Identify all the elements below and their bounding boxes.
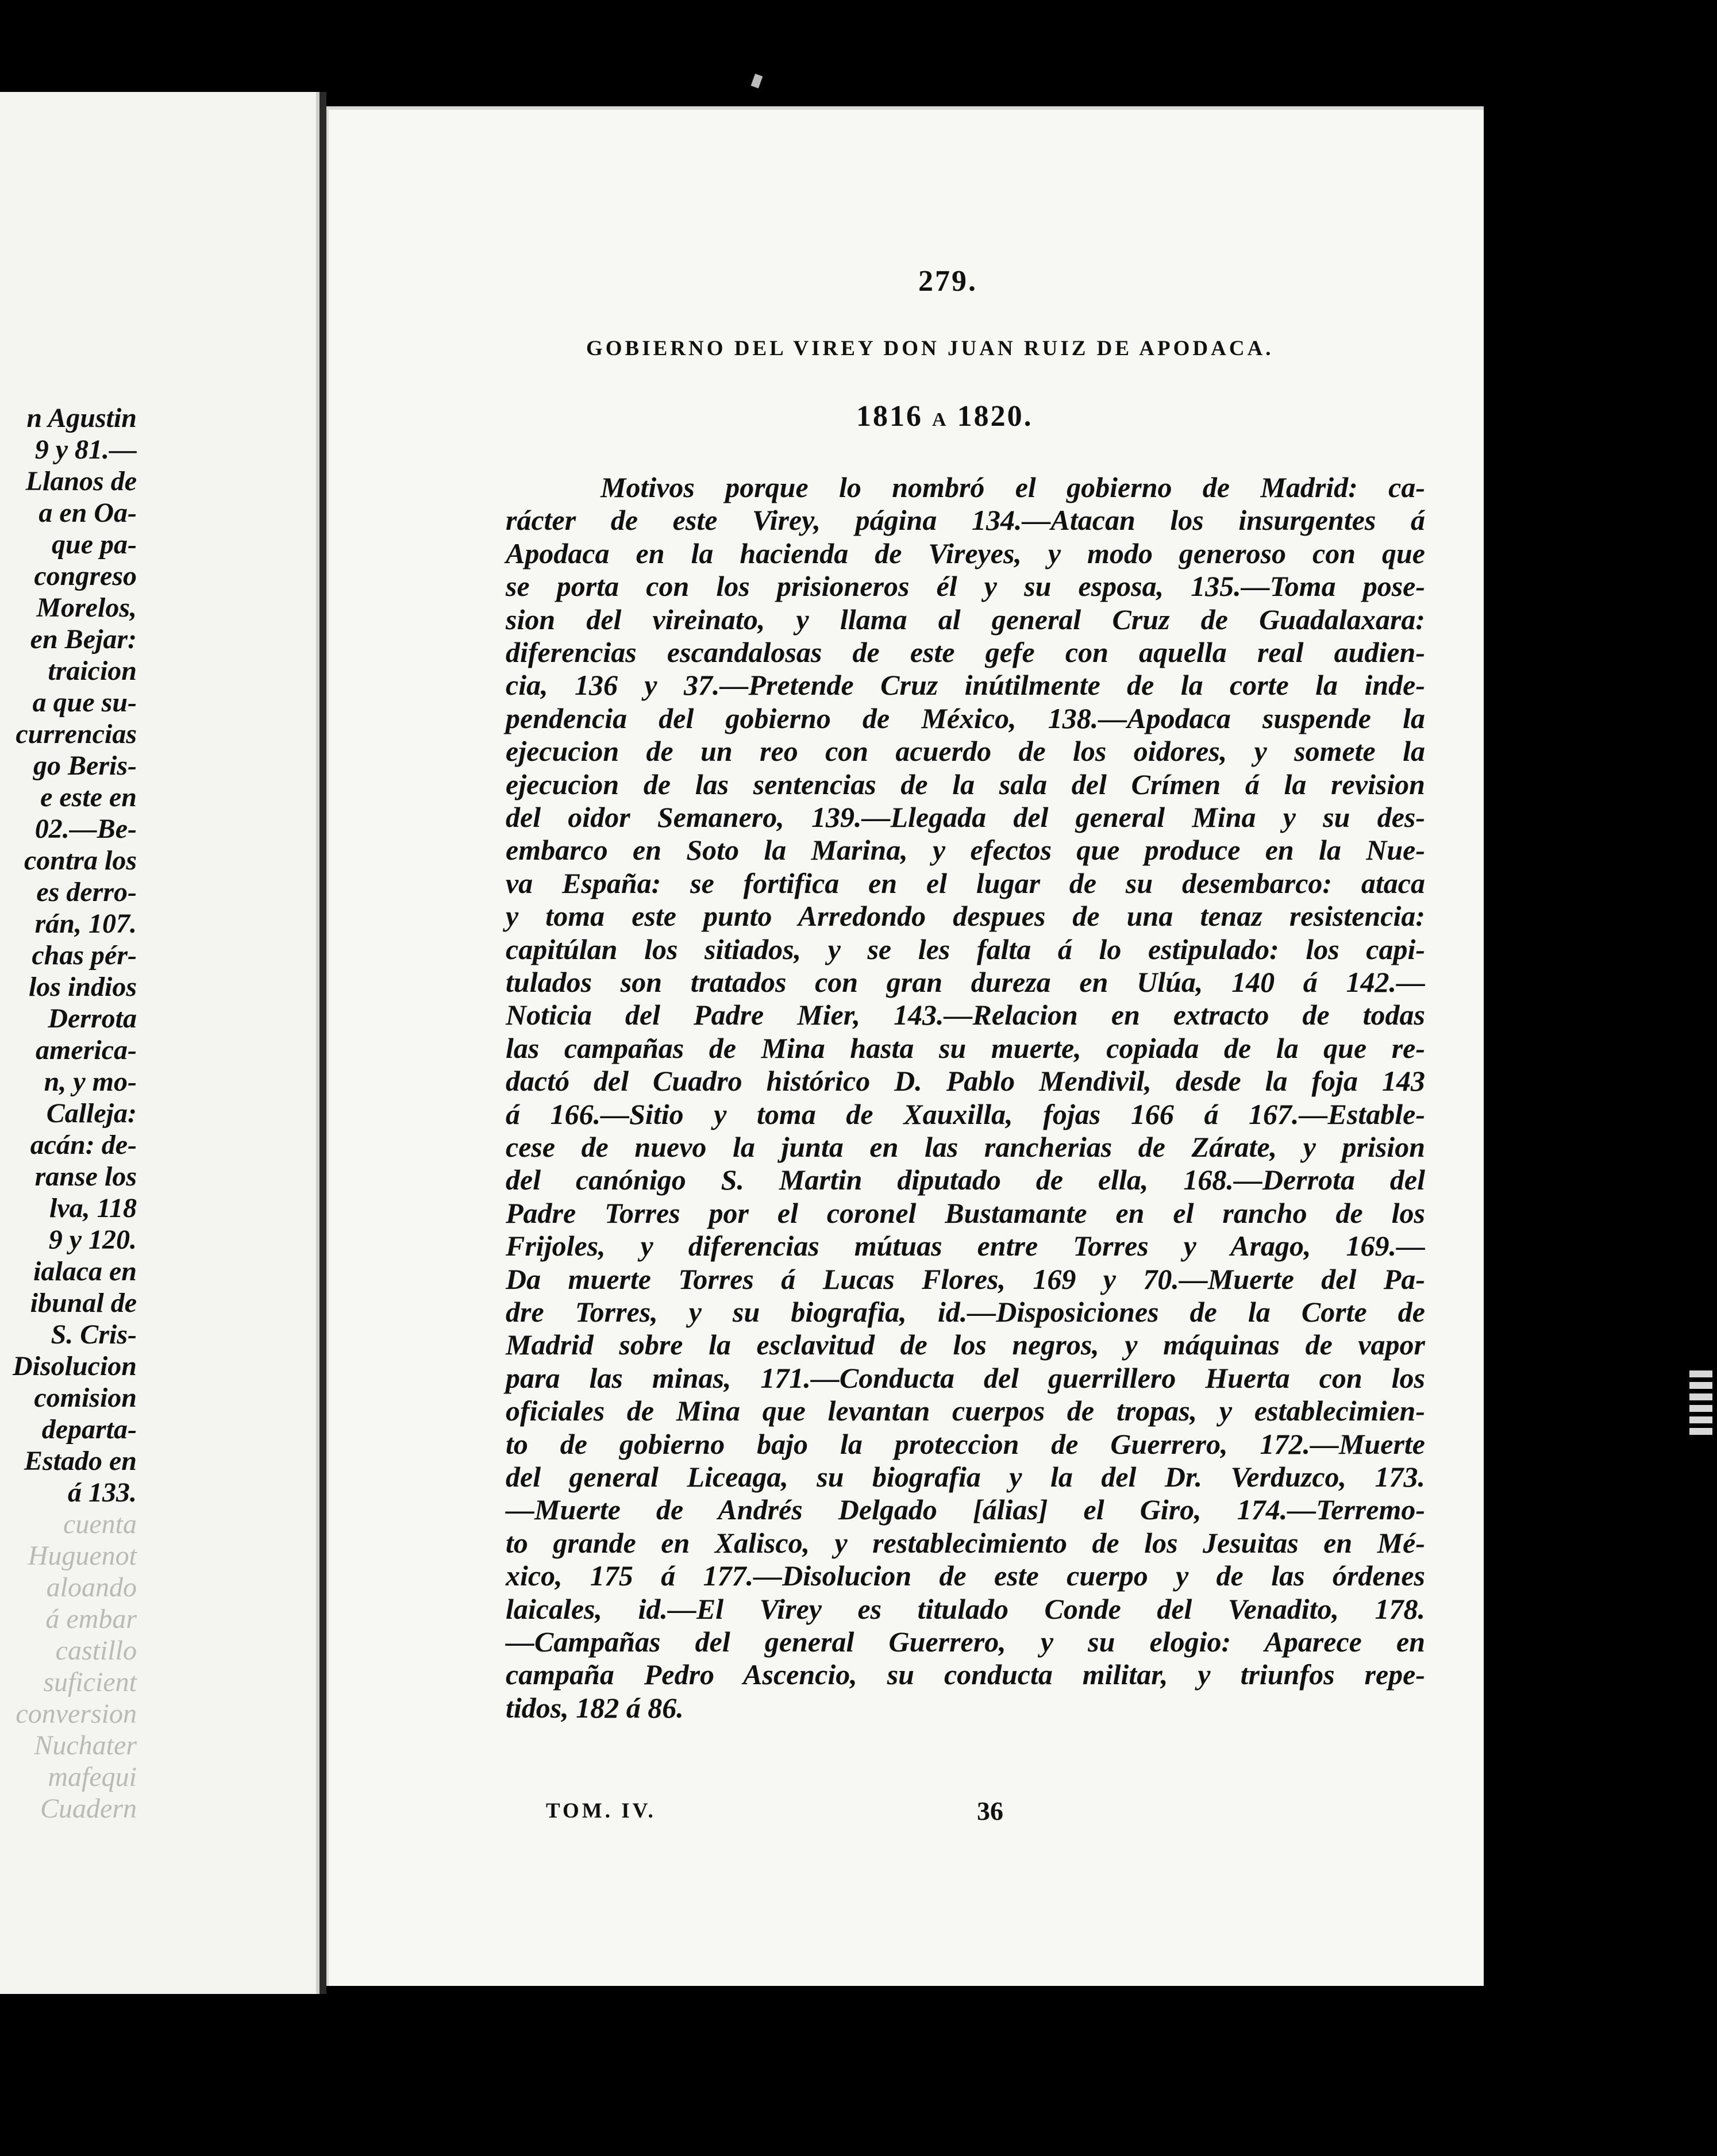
left-page-line: chas pér-: [32, 940, 137, 971]
left-page-line: n Agustin: [26, 403, 137, 433]
left-page-line: á 133.: [68, 1477, 137, 1508]
year-range: [856, 399, 1033, 433]
left-page-show-through-line: aloando: [46, 1572, 137, 1603]
left-page-line: departa-: [41, 1414, 137, 1445]
left-page-line: america-: [36, 1035, 137, 1065]
paragraph-line: del general Liceaga, su biografia y la del Dr. Verduzco, 173.: [506, 1461, 1425, 1493]
left-page-line: rán, 107.: [34, 908, 137, 939]
paragraph-line: tulados son tratados con gran dureza en Ulúa, 140 á 142.—: [506, 966, 1425, 998]
paragraph-line: Padre Torres por el coronel Bustamante en el rancho de los: [506, 1197, 1425, 1229]
paragraph-line: dre Torres, y su biografia, id.—Disposiciones de la Corte de: [506, 1296, 1425, 1328]
left-page-show-through-line: á embar: [45, 1604, 137, 1634]
page-number: 279.: [918, 265, 977, 298]
year-end: 1820.: [957, 400, 1033, 433]
left-page-line: Llanos de: [25, 466, 137, 496]
left-page-show-through-line: Huguenot: [28, 1541, 137, 1571]
left-page-show-through-line: suficient: [43, 1667, 137, 1697]
left-page-show-through-line: Nuchater: [34, 1730, 137, 1761]
paragraph-line: las campañas de Mina hasta su muerte, copiada de la que re-: [506, 1032, 1425, 1064]
paragraph-line: xico, 175 á 177.—Disolucion de este cuerpo y de las órdenes: [506, 1560, 1425, 1592]
left-page-show-through-line: cuenta: [63, 1509, 137, 1539]
paragraph-line: Frijoles, y diferencias mútuas entre Torres y Arago, 169.—: [506, 1230, 1425, 1262]
scan-edge-mark: [1689, 1370, 1712, 1439]
signature-mark: 36: [977, 1796, 1003, 1826]
left-page-line: currencias: [16, 719, 137, 749]
paragraph-line: embarco en Soto la Marina, y efectos que produce en la Nue-: [506, 834, 1425, 866]
paragraph-line: se porta con los prisioneros él y su esposa, 135.—Toma pose-: [506, 570, 1425, 602]
left-page-line: congreso: [34, 561, 137, 591]
left-page-line: contra los: [24, 845, 137, 876]
left-page-line: los indios: [28, 972, 137, 1002]
left-page-line: lva, 118: [49, 1193, 137, 1223]
year-separator: A: [932, 409, 948, 430]
left-page-line: 9 y 120.: [48, 1225, 137, 1255]
paragraph-line: y toma este punto Arredondo despues de una tenaz resistencia:: [506, 900, 1425, 932]
paragraph-line: ejecucion de las sentencias de la sala del Crímen á la revision: [506, 768, 1425, 800]
left-page-line: Disolucion: [12, 1351, 137, 1381]
paragraph-line: á 166.—Sitio y toma de Xauxilla, fojas 166 á 167.—Estable-: [506, 1098, 1425, 1130]
paragraph-line: Madrid sobre la esclavitud de los negros, y máquinas de vapor: [506, 1329, 1425, 1361]
left-page-line: go Beris-: [33, 750, 137, 781]
paragraph-line: campaña Pedro Ascencio, su conducta militar, y triunfos repe-: [506, 1658, 1425, 1691]
paragraph-line: oficiales de Mina que levantan cuerpos de tropas, y establecimien-: [506, 1395, 1425, 1427]
left-page-line: ialaca en: [33, 1256, 137, 1287]
paragraph-line: diferencias escandalosas de este gefe con aquella real audien-: [506, 636, 1425, 668]
paragraph-line: para las minas, 171.—Conducta del guerrillero Huerta con los: [506, 1362, 1425, 1394]
left-page-show-through-line: castillo: [55, 1635, 137, 1666]
paragraph-line: ejecucion de un reo con acuerdo de los oidores, y somete la: [506, 735, 1425, 767]
paragraph-line: —Muerte de Andrés Delgado [álias] el Giro, 174.—Terremo-: [506, 1493, 1425, 1526]
left-page-line: S. Cris-: [51, 1319, 137, 1350]
paragraph-line: tidos, 182 á 86.: [506, 1692, 684, 1724]
left-page-show-through-line: mafequi: [48, 1762, 137, 1792]
paragraph-line: Noticia del Padre Mier, 143.—Relacion en extracto de todas: [506, 999, 1425, 1031]
left-page-line: Calleja:: [46, 1098, 137, 1129]
left-page-line: Estado en: [24, 1446, 137, 1476]
paragraph-line: dactó del Cuadro histórico D. Pablo Mendivil, desde la foja 143: [506, 1065, 1425, 1097]
paragraph-line: sion del vireinato, y llama al general Cruz de Guadalaxara:: [506, 603, 1425, 636]
left-page-line: a que su-: [32, 687, 137, 718]
paragraph-line: to grande en Xalisco, y restablecimiento de los Jesuitas en Mé-: [506, 1527, 1425, 1559]
left-page-line: comision: [34, 1383, 137, 1413]
left-page: [0, 92, 319, 1994]
book-gutter: [319, 92, 326, 1994]
left-page-line: a en Oa-: [39, 498, 137, 528]
paragraph-line: del oidor Semanero, 139.—Llegada del general Mina y su des-: [506, 801, 1425, 833]
left-page-line: e este en: [40, 782, 137, 813]
left-page-line: Morelos,: [36, 592, 137, 623]
left-page-line: ibunal de: [30, 1288, 137, 1318]
left-page-line: n, y mo-: [44, 1067, 137, 1097]
volume-footer: TOM. IV.: [546, 1799, 656, 1823]
left-page-line: acán: de-: [30, 1130, 137, 1160]
left-page-line: Derrota: [48, 1003, 137, 1034]
left-page-show-through-line: conversion: [16, 1699, 137, 1729]
paragraph-line: laicales, id.—El Virey es titulado Conde del Venadito, 178.: [506, 1593, 1425, 1625]
paragraph-line: capitúlan los sitiados, y se les falta á lo estipulado: los capi-: [506, 933, 1425, 965]
paragraph-line: cia, 136 y 37.—Pretende Cruz inútilmente de la corte la inde-: [506, 669, 1425, 701]
year-start: 1816: [856, 400, 923, 433]
scan-corner-mark: [751, 74, 763, 88]
left-page-line: 9 y 81.—: [34, 434, 137, 465]
paragraph-line: Apodaca en la hacienda de Vireyes, y modo generoso con que: [506, 537, 1425, 569]
section-heading: GOBIERNO DEL VIREY DON JUAN RUIZ DE APODACA.: [586, 337, 1274, 360]
left-page-line: es derro-: [36, 877, 137, 907]
paragraph-line: Motivos porque lo nombró el gobierno de Madrid: ca-: [600, 471, 1425, 503]
paragraph-line: cese de nuevo la junta en las rancherias de Zárate, y prision: [506, 1131, 1425, 1163]
left-page-line: 02.—Be-: [34, 814, 137, 844]
left-page-line: que pa-: [52, 529, 137, 560]
paragraph-line: Da muerte Torres á Lucas Flores, 169 y 70.—Muerte del Pa-: [506, 1263, 1425, 1295]
paragraph-line: to de gobierno bajo la proteccion de Guerrero, 172.—Muerte: [506, 1428, 1425, 1460]
left-page-line: traicion: [48, 656, 137, 686]
paragraph-line: del canónigo S. Martin diputado de ella, 168.—Derrota del: [506, 1164, 1425, 1196]
paragraph-line: rácter de este Virey, página 134.—Atacan los insurgentes á: [506, 504, 1425, 536]
left-page-show-through-line: Cuadern: [40, 1793, 137, 1824]
left-page-line: ranse los: [34, 1161, 137, 1192]
left-page-line: en Bejar:: [30, 624, 137, 654]
paragraph-line: —Campañas del general Guerrero, y su elogio: Aparece en: [506, 1626, 1425, 1658]
paragraph-line: va España: se fortifica en el lugar de su desembarco: ataca: [506, 867, 1425, 899]
paragraph-line: pendencia del gobierno de México, 138.—Apodaca suspende la: [506, 702, 1425, 734]
